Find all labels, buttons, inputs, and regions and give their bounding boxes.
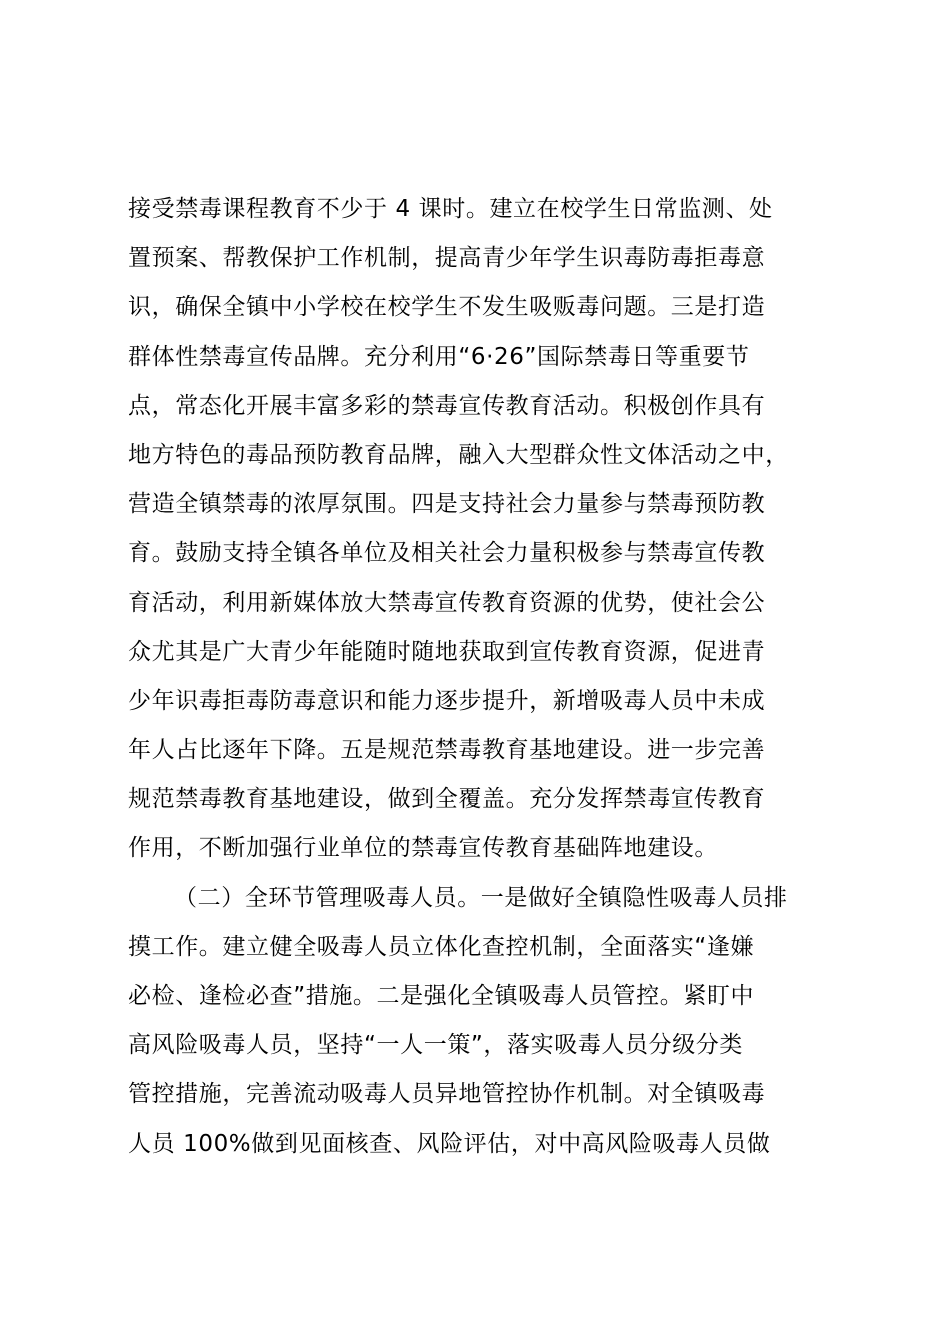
text-line: 作用，不断加强行业单位的禁毒宣传教育基础阵地建设。 [128, 835, 718, 862]
body-text [128, 185, 838, 1169]
text-line: 群体性禁毒宣传品牌。充分利用“6·26”国际禁毒日等重要节 [128, 343, 750, 370]
text-line: 少年识毒拒毒防毒意识和能力逐步提升，新增吸毒人员中未成 [128, 687, 766, 714]
text-line: 人员 100%做到见面核查、风险评估，对中高风险吸毒人员做 [128, 1130, 771, 1157]
text-line: 识，确保全镇中小学校在校学生不发生吸贩毒问题。三是打造 [128, 294, 766, 321]
text-line: 摸工作。建立健全吸毒人员立体化查控机制，全面落实“逢嫌 [128, 933, 755, 960]
text-line: 育活动，利用新媒体放大禁毒宣传教育资源的优势，使社会公 [128, 589, 766, 616]
text-line: 育。鼓励支持全镇各单位及相关社会力量积极参与禁毒宣传教 [128, 540, 766, 567]
text-line: 必检、逢检必查”措施。二是强化全镇吸毒人员管控。紧盯中 [128, 983, 755, 1009]
text-line: 年人占比逐年下降。五是规范禁毒教育基地建设。进一步完善 [128, 737, 766, 764]
text-line: 点，常态化开展丰富多彩的禁毒宣传教育活动。积极创作具有 [128, 392, 766, 419]
text-line: 地方特色的毒品预防教育品牌，融入大型群众性文体活动之中， [128, 441, 789, 468]
text-line: 高风险吸毒人员，坚持“一人一策”，落实吸毒人员分级分类 [128, 1032, 744, 1059]
text-line: 置预案、帮教保护工作机制，提高青少年学生识毒防毒拒毒意 [128, 245, 766, 272]
text-line: 管控措施，完善流动吸毒人员异地管控协作机制。对全镇吸毒 [128, 1081, 766, 1108]
text-line: 营造全镇禁毒的浓厚氛围。四是支持社会力量参与禁毒预防教 [128, 491, 766, 518]
paragraph-first-line: （二）全环节管理吸毒人员。一是做好全镇隐性吸毒人员排 [174, 884, 788, 911]
text-line: 接受禁毒课程教育不少于 4 课时。建立在校学生日常监测、处 [128, 196, 773, 222]
text-line: 规范禁毒教育基地建设，做到全覆盖。充分发挥禁毒宣传教育 [128, 786, 766, 813]
text-line: 众尤其是广大青少年能随时随地获取到宣传教育资源，促进青 [128, 638, 766, 665]
